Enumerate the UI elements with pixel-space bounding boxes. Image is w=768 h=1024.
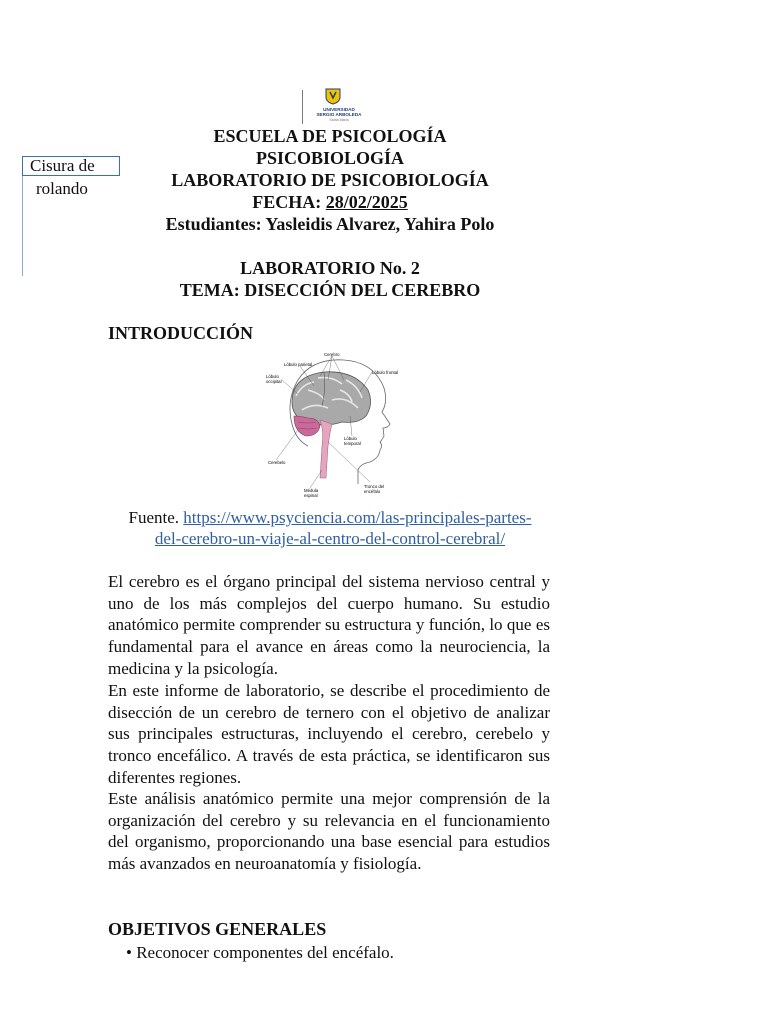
logo-subtitle: Santa Marta — [329, 118, 349, 122]
comment-text-line2: rolando — [36, 179, 88, 198]
comment-text-line1: Cisura de — [30, 156, 95, 175]
university-shield-icon — [325, 88, 341, 105]
label-lobulo-temporal-1: Lóbulo — [344, 436, 357, 441]
course-title: PSICOBIOLOGÍA — [255, 148, 405, 168]
logo-divider — [302, 90, 303, 124]
label-cerebro: Cerebro — [324, 352, 340, 357]
comment-connector — [22, 176, 23, 276]
label-lobulo-parietal: Lóbulo parietal — [284, 362, 313, 367]
caption-prefix: Fuente. — [128, 508, 184, 527]
figure-caption — [106, 507, 554, 549]
topic-title: TEMA: DISECCIÓN DEL CEREBRO — [179, 280, 481, 300]
label-tronco-1: Tronco del — [364, 484, 385, 489]
label-lobulo-occipital-1: Lóbulo — [266, 374, 279, 379]
objectives-heading: OBJETIVOS GENERALES — [108, 919, 327, 939]
lab-title: LABORATORIO DE PSICOBIOLOGÍA — [171, 170, 489, 190]
brainstem — [320, 420, 332, 478]
source-link[interactable]: https://www.psyciencia.com/las-principales-partes- del-cerebro-un-viaje-al-centro-del-control-cerebral/ — [154, 508, 532, 548]
label-medula-2: espinal — [304, 493, 318, 498]
intro-paragraph-2: En este informe de laboratorio, se describe el procedimiento de disección de un cerebro de ternero con el objetivo de analizar sus principales estructuras, incluyendo el cerebro, cerebelo y tronco encefálico. A través de esta práctica, se identificaron sus diferentes regiones. — [108, 681, 550, 787]
label-lobulo-temporal-2: temporal — [344, 441, 361, 446]
label-lobulo-frontal: Lóbulo frontal — [372, 370, 399, 375]
date-value: 28/02/2025 — [325, 192, 408, 212]
label-tronco-2: encéfalo — [364, 489, 381, 494]
school-title: ESCUELA DE PSICOLOGÍA — [213, 126, 447, 146]
label-cerebelo: Cerebelo — [268, 460, 286, 465]
label-medula-1: Médula — [304, 488, 319, 493]
intro-paragraph-3: Este análisis anatómico permite una mejor comprensión de la organización del cerebro y su relevancia en el funcionamiento del organismo, proporcionando una base esencial para estudios más avanzados en neuroanatomía y fisiología. — [108, 789, 550, 874]
brain-diagram — [262, 350, 402, 500]
objective-item: • Reconocer componentes del encéfalo. — [126, 943, 394, 962]
lab-number: LABORATORIO No. 2 — [240, 258, 420, 278]
intro-heading: INTRODUCCIÓN — [108, 323, 254, 343]
students-line: Estudiantes: Yasleidis Alvarez, Yahira Polo — [165, 214, 495, 234]
date-line — [110, 191, 550, 213]
intro-paragraph-1: El cerebro es el órgano principal del sistema nervioso central y uno de los más complejos del cuerpo humano. Su estudio anatómico permite comprender su estructura y función, lo que es fundamental para el avance en áreas como la neurociencia, la medicina y la psicología. — [108, 572, 550, 678]
logo-text: UNIVERSIDAD SERGIO ARBOLEDA — [316, 107, 362, 117]
date-label: FECHA: — [252, 192, 326, 212]
label-lobulo-occipital-2: occipital — [266, 379, 282, 384]
